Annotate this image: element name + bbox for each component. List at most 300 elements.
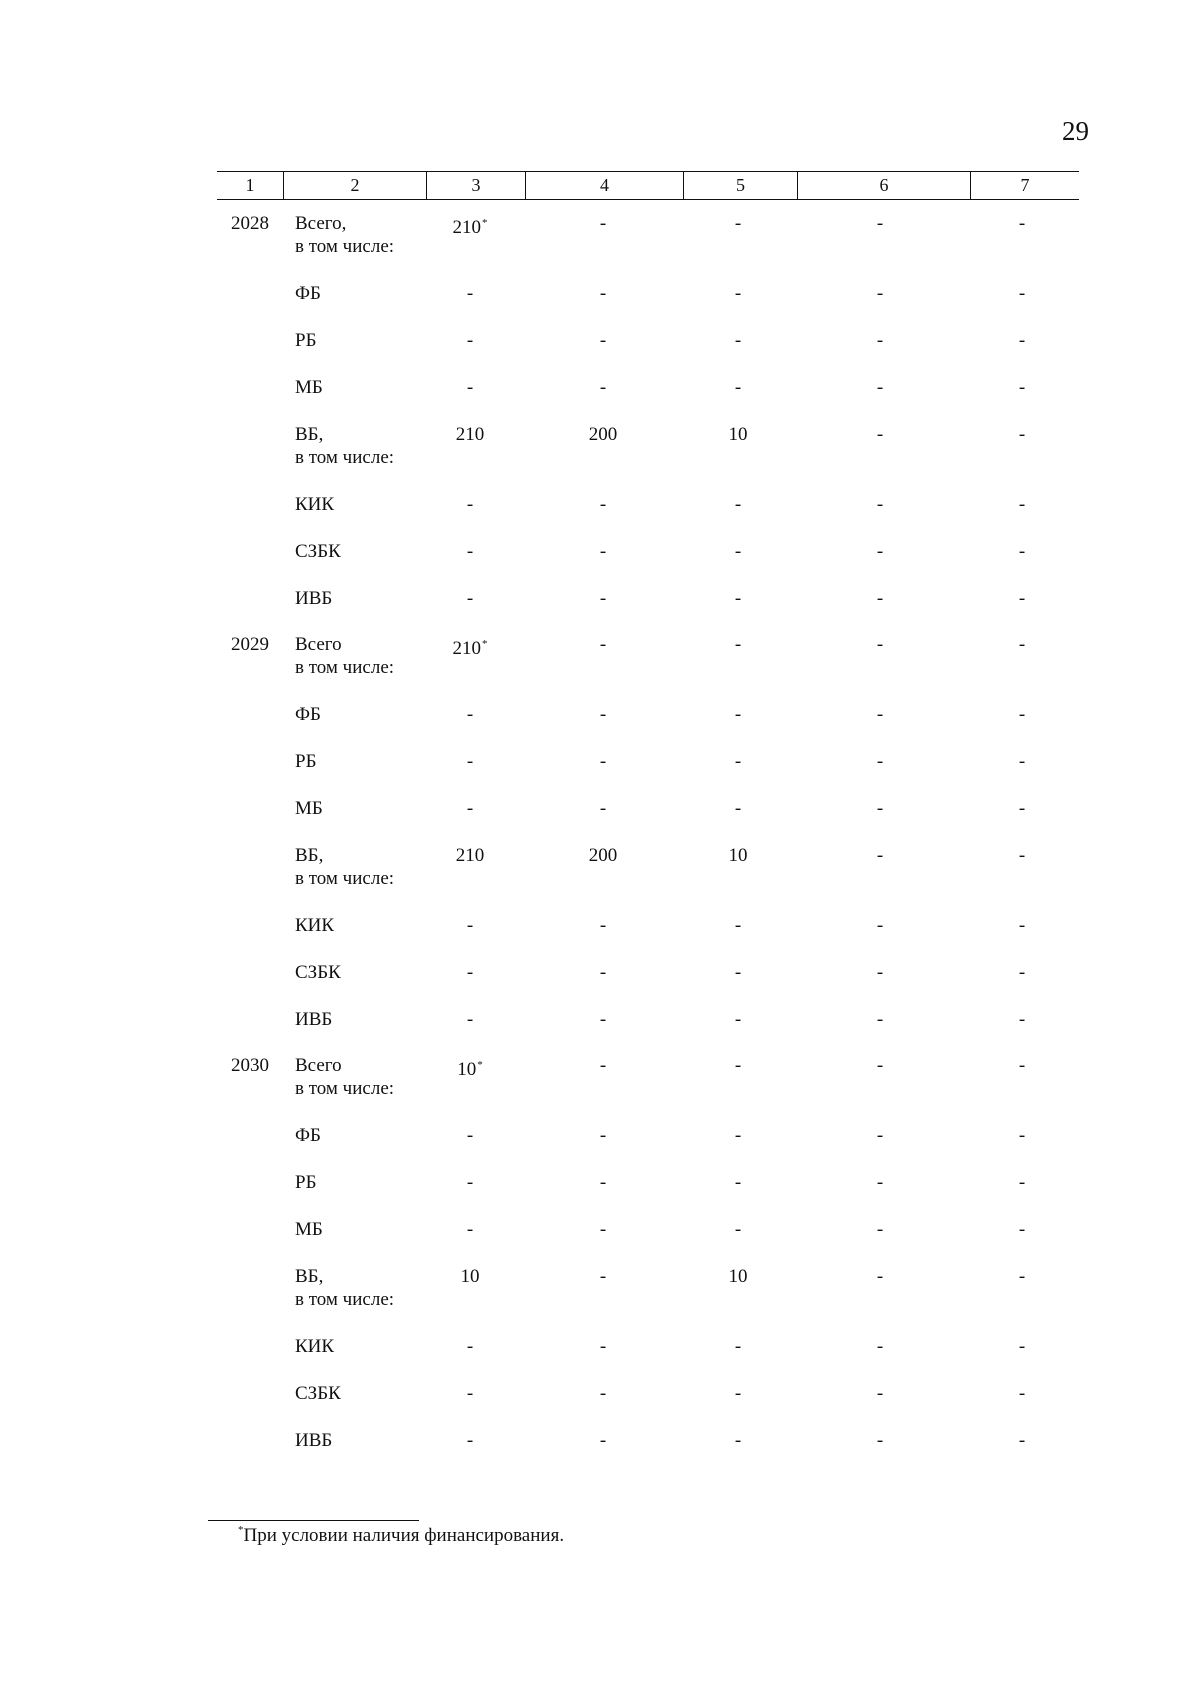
- footnote-ref-marker: *: [482, 638, 488, 650]
- cell-value: -: [466, 541, 474, 562]
- cell-value: -: [1018, 424, 1026, 445]
- cell-c5: [698, 540, 778, 563]
- cell-c3: [430, 750, 510, 773]
- cell-value: -: [734, 1430, 742, 1451]
- cell-value: -: [1018, 1266, 1026, 1287]
- row-label-sub: в том числе:: [295, 236, 395, 257]
- cell-c4: [563, 914, 643, 937]
- header-col-2: 2: [283, 172, 426, 199]
- cell-c7: [982, 1008, 1062, 1031]
- cell-value: -: [876, 1219, 884, 1240]
- cell-c6: [840, 1008, 920, 1031]
- cell-value: 10: [728, 424, 748, 445]
- cell-c4: [563, 587, 643, 610]
- cell-c5: [698, 493, 778, 516]
- row-label-main: ВБ,: [295, 845, 324, 866]
- row-label: [295, 329, 316, 352]
- table-header: [217, 171, 1079, 200]
- cell-c3: [430, 587, 510, 610]
- cell-c3: [430, 282, 510, 305]
- row-label-main: СЗБК: [295, 541, 341, 562]
- cell-c5: [698, 1054, 778, 1077]
- cell-c6: [840, 1429, 920, 1452]
- footnote-rule: [208, 1520, 419, 1521]
- cell-value: -: [599, 704, 607, 725]
- cell-value: -: [1018, 798, 1026, 819]
- cell-value: -: [734, 704, 742, 725]
- cell-value: -: [734, 798, 742, 819]
- cell-c7: [982, 1218, 1062, 1241]
- cell-c5: [698, 1218, 778, 1241]
- cell-value: -: [599, 1219, 607, 1240]
- cell-c7: [982, 1054, 1062, 1077]
- cell-c7: [982, 540, 1062, 563]
- cell-value: -: [1018, 915, 1026, 936]
- cell-value: -: [876, 1172, 884, 1193]
- cell-c3: [430, 1429, 510, 1452]
- cell-value: 210: [455, 845, 485, 866]
- header-col-5: 5: [683, 172, 797, 199]
- cell-c6: [840, 423, 920, 446]
- cell-value: -: [599, 213, 607, 234]
- cell-value: -: [599, 962, 607, 983]
- row-label: [295, 493, 334, 516]
- cell-value: 200: [588, 424, 618, 445]
- cell-c7: [982, 212, 1062, 235]
- cell-c7: [982, 1335, 1062, 1358]
- cell-c5: [698, 1429, 778, 1452]
- cell-c3: [430, 1008, 510, 1031]
- cell-value: -: [876, 751, 884, 772]
- cell-value: -: [1018, 1009, 1026, 1030]
- cell-value: -: [734, 494, 742, 515]
- cell-c5: [698, 961, 778, 984]
- cell-value: -: [599, 1383, 607, 1404]
- row-label: [295, 1335, 334, 1358]
- cell-value: -: [876, 1336, 884, 1357]
- cell-value: -: [1018, 1055, 1026, 1076]
- cell-value: -: [599, 634, 607, 655]
- cell-c6: [840, 1382, 920, 1405]
- cell-c4: [563, 212, 643, 235]
- cell-value: -: [466, 283, 474, 304]
- cell-c5: [698, 587, 778, 610]
- cell-c4: [563, 1265, 643, 1288]
- cell-c7: [982, 587, 1062, 610]
- row-label: [295, 1171, 316, 1194]
- cell-value: -: [876, 588, 884, 609]
- cell-value: -: [466, 1336, 474, 1357]
- cell-c4: [563, 493, 643, 516]
- cell-value: -: [1018, 962, 1026, 983]
- header-col-4: 4: [525, 172, 683, 199]
- cell-value: -: [734, 588, 742, 609]
- cell-c3: [430, 1171, 510, 1194]
- cell-c5: [698, 750, 778, 773]
- cell-value: -: [876, 962, 884, 983]
- cell-value: -: [734, 751, 742, 772]
- cell-c4: [563, 1218, 643, 1241]
- cell-c3: [430, 703, 510, 726]
- cell-value: -: [1018, 1336, 1026, 1357]
- row-label: [295, 844, 394, 890]
- cell-value: -: [1018, 1430, 1026, 1451]
- row-label-main: ВБ,: [295, 1266, 324, 1287]
- cell-c5: [698, 282, 778, 305]
- cell-c5: [698, 1124, 778, 1147]
- cell-value: -: [466, 1219, 474, 1240]
- cell-value: -: [466, 377, 474, 398]
- cell-c5: [698, 1335, 778, 1358]
- row-label-sub: в том числе:: [295, 868, 395, 889]
- cell-c6: [840, 1054, 920, 1077]
- footnote-text: При условии наличия финансирования.: [243, 1525, 565, 1546]
- cell-value: -: [1018, 1172, 1026, 1193]
- year-label: 2029: [231, 634, 269, 655]
- cell-value: -: [599, 1125, 607, 1146]
- cell-value: -: [1018, 588, 1026, 609]
- cell-c6: [840, 1335, 920, 1358]
- cell-c5: [698, 376, 778, 399]
- cell-value: -: [599, 1172, 607, 1193]
- cell-c6: [840, 703, 920, 726]
- cell-value: -: [734, 1009, 742, 1030]
- row-label: [295, 587, 332, 610]
- cell-value: -: [599, 283, 607, 304]
- cell-c4: [563, 1171, 643, 1194]
- row-label-main: РБ: [295, 330, 317, 351]
- cell-c4: [563, 961, 643, 984]
- cell-value: -: [466, 494, 474, 515]
- row-label-main: РБ: [295, 751, 317, 772]
- cell-value: -: [599, 377, 607, 398]
- cell-value: -: [1018, 1219, 1026, 1240]
- footnote: [238, 1524, 564, 1547]
- cell-c4: [563, 797, 643, 820]
- cell-c4: [563, 633, 643, 656]
- cell-value: -: [466, 330, 474, 351]
- row-label-main: ФБ: [295, 704, 321, 725]
- cell-value: 10: [728, 845, 748, 866]
- cell-c7: [982, 282, 1062, 305]
- cell-c5: [698, 423, 778, 446]
- cell-value: -: [599, 915, 607, 936]
- row-label-main: Всего,: [295, 213, 347, 234]
- cell-c6: [840, 797, 920, 820]
- row-label: [295, 376, 323, 399]
- cell-value: -: [466, 704, 474, 725]
- cell-c4: [563, 750, 643, 773]
- cell-value: -: [466, 1009, 474, 1030]
- cell-value: -: [599, 798, 607, 819]
- cell-c3: [430, 797, 510, 820]
- cell-c6: [840, 1218, 920, 1241]
- row-label: [295, 633, 394, 679]
- cell-value: -: [876, 541, 884, 562]
- header-col-3: 3: [426, 172, 525, 199]
- cell-value: -: [599, 330, 607, 351]
- cell-c3: [430, 844, 510, 867]
- cell-value: -: [1018, 494, 1026, 515]
- cell-value: -: [876, 1009, 884, 1030]
- cell-c6: [840, 750, 920, 773]
- cell-value: 10: [457, 1059, 477, 1080]
- cell-c7: [982, 914, 1062, 937]
- row-label-main: ВБ,: [295, 424, 324, 445]
- footnote-ref-marker: *: [477, 1059, 483, 1071]
- row-label-main: КИК: [295, 915, 335, 936]
- cell-c6: [840, 212, 920, 235]
- cell-value: -: [466, 1383, 474, 1404]
- cell-value: -: [876, 845, 884, 866]
- row-label: [295, 540, 341, 563]
- cell-c7: [982, 961, 1062, 984]
- row-label-sub: в том числе:: [295, 1289, 395, 1310]
- cell-value: -: [876, 1383, 884, 1404]
- cell-c4: [563, 423, 643, 446]
- cell-value: -: [734, 330, 742, 351]
- cell-c6: [840, 1265, 920, 1288]
- cell-value: -: [466, 751, 474, 772]
- cell-value: -: [599, 751, 607, 772]
- cell-c4: [563, 703, 643, 726]
- cell-c7: [982, 423, 1062, 446]
- header-col-6: 6: [797, 172, 970, 199]
- cell-value: -: [599, 1336, 607, 1357]
- cell-value: -: [466, 1172, 474, 1193]
- cell-c7: [982, 1265, 1062, 1288]
- cell-c6: [840, 914, 920, 937]
- row-label-main: ФБ: [295, 1125, 321, 1146]
- cell-value: -: [1018, 1125, 1026, 1146]
- cell-c6: [840, 844, 920, 867]
- cell-value: -: [599, 1266, 607, 1287]
- cell-value: -: [876, 1055, 884, 1076]
- cell-c3: [430, 1382, 510, 1405]
- cell-c5: [698, 914, 778, 937]
- cell-c5: [698, 1008, 778, 1031]
- row-label-sub: в том числе:: [295, 1078, 395, 1099]
- cell-c6: [840, 961, 920, 984]
- cell-c7: [982, 703, 1062, 726]
- cell-value: -: [876, 424, 884, 445]
- row-label: [295, 914, 334, 937]
- cell-c4: [563, 1124, 643, 1147]
- row-label: [295, 1008, 332, 1031]
- cell-value: -: [466, 588, 474, 609]
- cell-c4: [563, 1054, 643, 1077]
- cell-c6: [840, 329, 920, 352]
- cell-value: -: [734, 1219, 742, 1240]
- cell-c7: [982, 329, 1062, 352]
- row-label: [295, 1054, 394, 1100]
- row-label: [295, 282, 321, 305]
- cell-c4: [563, 282, 643, 305]
- row-label: [295, 703, 321, 726]
- cell-c6: [840, 1124, 920, 1147]
- cell-c5: [698, 633, 778, 656]
- row-label-sub: в том числе:: [295, 447, 395, 468]
- row-label: [295, 1429, 332, 1452]
- cell-c7: [982, 797, 1062, 820]
- cell-value: -: [1018, 1383, 1026, 1404]
- cell-c7: [982, 1429, 1062, 1452]
- year-label: 2030: [231, 1055, 269, 1076]
- cell-c6: [840, 282, 920, 305]
- cell-value: -: [734, 1055, 742, 1076]
- cell-c6: [840, 587, 920, 610]
- row-label-main: МБ: [295, 1219, 323, 1240]
- row-label-main: ИВБ: [295, 588, 333, 609]
- cell-c3: [430, 493, 510, 516]
- cell-c6: [840, 376, 920, 399]
- cell-c5: [698, 1382, 778, 1405]
- cell-c5: [698, 329, 778, 352]
- row-label: [295, 423, 394, 469]
- cell-c4: [563, 844, 643, 867]
- cell-c4: [563, 376, 643, 399]
- cell-value: -: [599, 541, 607, 562]
- cell-c3: [430, 1124, 510, 1147]
- header-col-1: 1: [245, 175, 255, 195]
- cell-c5: [698, 1171, 778, 1194]
- row-label: [295, 1124, 321, 1147]
- cell-value: -: [1018, 751, 1026, 772]
- cell-c6: [840, 493, 920, 516]
- cell-value: -: [876, 634, 884, 655]
- cell-c3: [430, 1335, 510, 1358]
- cell-c6: [840, 1171, 920, 1194]
- row-label-main: КИК: [295, 1336, 335, 1357]
- row-label-main: Всего: [295, 634, 342, 655]
- cell-value: -: [876, 377, 884, 398]
- row-label-sub: в том числе:: [295, 657, 395, 678]
- row-label: [295, 750, 316, 773]
- cell-c5: [698, 703, 778, 726]
- row-label-main: РБ: [295, 1172, 317, 1193]
- cell-c3: [430, 212, 510, 239]
- cell-c7: [982, 1124, 1062, 1147]
- cell-value: 210: [455, 424, 485, 445]
- cell-c4: [563, 1008, 643, 1031]
- cell-c7: [982, 1382, 1062, 1405]
- cell-value: 200: [588, 845, 618, 866]
- cell-value: -: [876, 1266, 884, 1287]
- row-label-main: КИК: [295, 494, 335, 515]
- cell-value: -: [599, 494, 607, 515]
- cell-value: -: [734, 1336, 742, 1357]
- cell-value: -: [876, 1430, 884, 1451]
- cell-value: -: [1018, 704, 1026, 725]
- cell-value: -: [1018, 377, 1026, 398]
- row-label: [295, 1382, 341, 1405]
- cell-c3: [430, 329, 510, 352]
- row-label-main: ИВБ: [295, 1009, 333, 1030]
- cell-c3: [430, 540, 510, 563]
- cell-value: -: [599, 1009, 607, 1030]
- row-label-main: СЗБК: [295, 962, 341, 983]
- cell-c5: [698, 212, 778, 235]
- cell-value: -: [734, 915, 742, 936]
- row-label-main: ИВБ: [295, 1430, 333, 1451]
- cell-c3: [430, 376, 510, 399]
- cell-c3: [430, 633, 510, 660]
- cell-c6: [840, 633, 920, 656]
- row-label: [295, 212, 394, 258]
- cell-c5: [698, 1265, 778, 1288]
- cell-value: -: [876, 283, 884, 304]
- cell-c3: [430, 1265, 510, 1288]
- cell-value: -: [1018, 330, 1026, 351]
- cell-c3: [430, 961, 510, 984]
- cell-c5: [698, 844, 778, 867]
- row-label-main: МБ: [295, 798, 323, 819]
- cell-value: -: [1018, 541, 1026, 562]
- cell-value: -: [734, 1125, 742, 1146]
- cell-value: 10: [728, 1266, 748, 1287]
- cell-value: -: [734, 634, 742, 655]
- cell-value: -: [1018, 634, 1026, 655]
- cell-value: -: [876, 330, 884, 351]
- cell-c7: [982, 844, 1062, 867]
- cell-value: -: [734, 283, 742, 304]
- cell-value: -: [734, 1383, 742, 1404]
- cell-value: 210: [452, 217, 481, 238]
- header-col-7: 7: [970, 172, 1079, 199]
- year-label: 2028: [231, 213, 269, 234]
- cell-value: -: [876, 213, 884, 234]
- cell-c4: [563, 540, 643, 563]
- cell-c3: [430, 1218, 510, 1241]
- cell-c3: [430, 423, 510, 446]
- cell-value: -: [1018, 213, 1026, 234]
- row-label-main: ФБ: [295, 283, 321, 304]
- cell-value: -: [599, 1055, 607, 1076]
- cell-value: -: [599, 1430, 607, 1451]
- cell-value: -: [466, 798, 474, 819]
- cell-value: 10: [460, 1266, 480, 1287]
- row-label: [295, 961, 341, 984]
- cell-value: -: [466, 962, 474, 983]
- cell-value: -: [1018, 845, 1026, 866]
- cell-c3: [430, 1054, 510, 1081]
- cell-value: -: [466, 915, 474, 936]
- cell-value: -: [734, 541, 742, 562]
- cell-c7: [982, 376, 1062, 399]
- row-label-main: Всего: [295, 1055, 342, 1076]
- cell-c4: [563, 1382, 643, 1405]
- row-label-main: СЗБК: [295, 1383, 341, 1404]
- cell-value: -: [734, 1172, 742, 1193]
- row-label: [295, 1265, 394, 1311]
- cell-c6: [840, 540, 920, 563]
- cell-c3: [430, 914, 510, 937]
- cell-value: -: [1018, 283, 1026, 304]
- cell-c7: [982, 1171, 1062, 1194]
- cell-c4: [563, 1335, 643, 1358]
- cell-c4: [563, 329, 643, 352]
- footnote-marker: *: [238, 1524, 244, 1536]
- page-number: 29: [1062, 116, 1089, 146]
- cell-c7: [982, 750, 1062, 773]
- cell-value: -: [876, 798, 884, 819]
- cell-value: -: [734, 377, 742, 398]
- cell-c4: [563, 1429, 643, 1452]
- cell-value: -: [466, 1125, 474, 1146]
- cell-c5: [698, 797, 778, 820]
- row-label-main: МБ: [295, 377, 323, 398]
- cell-value: -: [599, 588, 607, 609]
